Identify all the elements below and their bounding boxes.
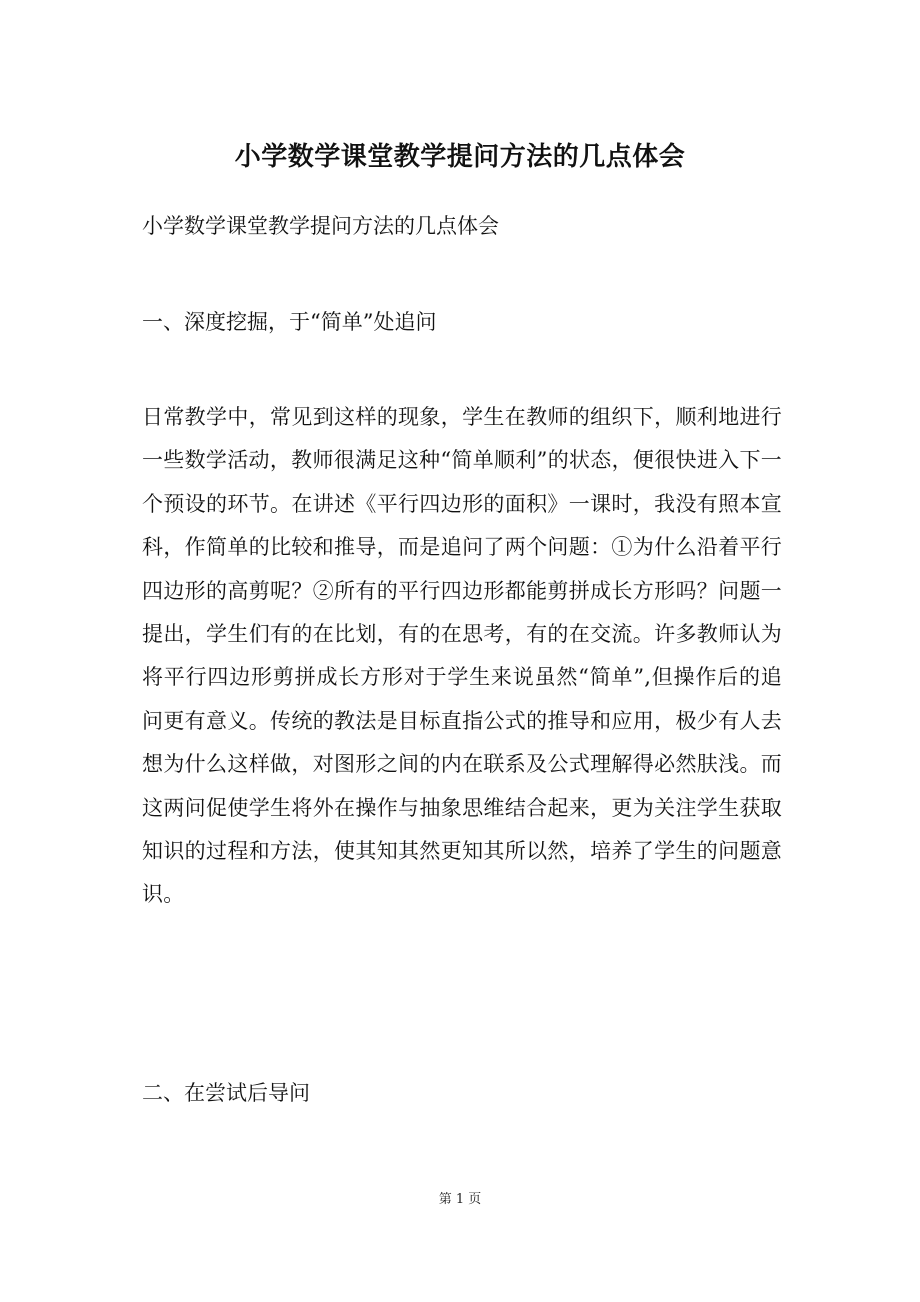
section-heading-1: 一、深度挖掘，于“简单”处追问 xyxy=(142,310,437,334)
section-1-paragraph: 日常教学中，常见到这样的现象，学生在教师的组织下，顺利地进行一些数学活动，教师很满足这种“简单顺利”的状态，便很快进入下一个预设的环节。在讲述《平行四边形的面积》一课时，我没有照本宣科，作简单的比较和推导，而是追问了两个问题：①为什么沿着平行四边形的高剪呢？②所有的平行四边形都能剪拼成长方形吗？问题一提出，学生们有的在比划，有的在思考，有的在交流。许多教师认为将平行四边形剪拼成长方形对于学生来说虽然“简单”,但操作后的追问更有意义。传统的教法是目标直指公式的推导和应用，极少有人去想为什么这样做，对图形之间的内在联系及公式理解得必然肤浅。而这两问促使学生将外在操作与抽象思维结合起来，更为关注学生获取知识的过程和方法，使其知其然更知其所以然，培养了学生的问题意识。 xyxy=(142,405,782,907)
section-heading-2: 二、在尝试后导问 xyxy=(142,1081,310,1105)
document-subtitle: 小学数学课堂教学提问方法的几点体会 xyxy=(142,214,499,238)
document-title: 小学数学课堂教学提问方法的几点体会 xyxy=(234,142,686,172)
page-number-footer: 第 1 页 xyxy=(438,1192,482,1207)
